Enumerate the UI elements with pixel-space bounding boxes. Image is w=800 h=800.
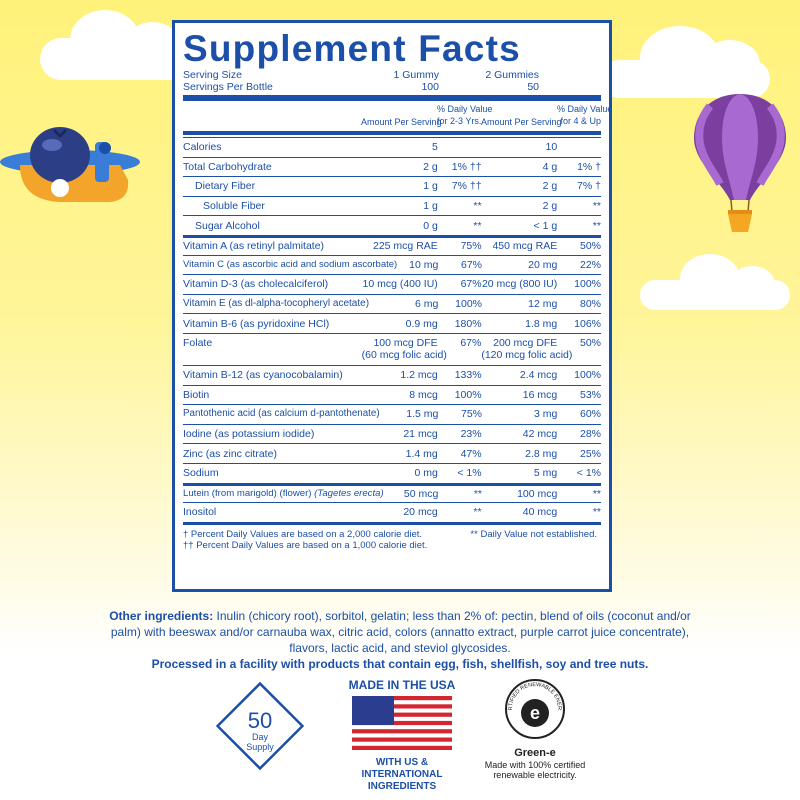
- table-row: Lutein (from marigold) (flower) (Tagetes erecta) 50 mcg ** 100 mcg **: [183, 483, 601, 503]
- svg-text:e: e: [529, 703, 541, 723]
- table-row: Folate 100 mcg DFE (60 mcg folic acid) 67% 200 mcg DFE (120 mcg folic acid) 50%: [183, 333, 601, 365]
- table-row: Soluble Fiber 1 g ** 2 g **: [183, 196, 601, 216]
- serving-size-1: 1 Gummy: [393, 69, 439, 81]
- servings-per-bottle-label: Servings Per Bottle: [183, 81, 273, 93]
- table-row: Zinc (as zinc citrate) 1.4 mg 47% 2.8 mg 25%: [183, 443, 601, 463]
- column-header-row: [183, 103, 613, 129]
- table-row: Pantothenic acid (as calcium d-pantothenate) 1.5 mg 75% 3 mg 60%: [183, 404, 601, 424]
- footnote-double-dagger: †† Percent Daily Values are based on a 1,000 calorie diet.: [183, 539, 428, 551]
- table-row: Dietary Fiber 1 g 7% †† 2 g 7% †: [183, 176, 601, 196]
- dv-header-2: % Daily Value for 4 & Up: [557, 104, 613, 126]
- day-supply-line2: Supply: [246, 742, 274, 752]
- serving-size-row: [183, 69, 601, 81]
- table-row: Vitamin B-6 (as pyridoxine HCl) 0.9 mg 180% 1.8 mg 106%: [183, 313, 601, 333]
- green-e-name: Green-e: [514, 747, 556, 759]
- supplement-facts-panel: [172, 20, 612, 592]
- panel-title: Supplement Facts: [183, 28, 521, 69]
- table-row: Sodium 0 mg < 1% 5 mg < 1%: [183, 463, 601, 483]
- servings-per-bottle-2: 50: [527, 81, 539, 93]
- amount-header-2: Amount Per Serving: [481, 117, 562, 127]
- table-row: Biotin 8 mcg 100% 16 mcg 53%: [183, 385, 601, 405]
- blueberry-airplane-icon: [0, 120, 140, 220]
- made-in-usa-label: MADE IN THE USA: [348, 678, 456, 692]
- table-row: Iodine (as potassium iodide) 21 mcg 23% 42 mcg 28%: [183, 424, 601, 444]
- table-row: Sugar Alcohol 0 g ** < 1 g **: [183, 215, 601, 235]
- table-row: Inositol 20 mcg ** 40 mcg **: [183, 502, 601, 522]
- other-ingredients-label: Other ingredients:: [109, 609, 214, 623]
- green-e-badge: [480, 678, 590, 788]
- table-row: Total Carbohydrate 2 g 1% †† 4 g 1% †: [183, 157, 601, 177]
- other-ingredients: [100, 608, 700, 672]
- servings-per-bottle-row: [183, 81, 601, 93]
- thick-divider: [183, 131, 601, 135]
- panel-footnotes: [183, 522, 601, 551]
- table-row: Calories 5 10: [183, 137, 601, 157]
- table-row: Vitamin A (as retinyl palmitate) 225 mcg RAE 75% 450 mcg RAE 50%: [183, 235, 601, 255]
- thick-divider: [183, 95, 601, 101]
- day-supply-line1: Day: [251, 732, 269, 742]
- table-row: Vitamin B-12 (as cyanocobalamin) 1.2 mcg 133% 2.4 mcg 100%: [183, 365, 601, 385]
- table-row: Vitamin C (as ascorbic acid and sodium ascorbate) 10 mg 67% 20 mg 22%: [183, 255, 601, 275]
- day-supply-number: 50: [247, 708, 273, 733]
- green-e-logo-icon: [504, 678, 566, 740]
- usa-ingredients-line2: INGREDIENTS: [367, 781, 437, 792]
- table-row: Vitamin E (as dl-alpha-tocopheryl acetate) 6 mg 100% 12 mg 80%: [183, 294, 601, 314]
- servings-per-bottle-1: 100: [421, 81, 439, 93]
- made-in-usa-badge: [340, 678, 464, 792]
- allergen-statement: Processed in a facility with products that contain egg, fish, shellfish, soy and tree nuts.: [151, 657, 649, 671]
- green-e-desc-line1: Made with 100% certified: [484, 760, 586, 770]
- hot-air-balloon-icon: [690, 92, 790, 242]
- cloud-decoration: [40, 38, 190, 80]
- day-supply-badge: [214, 680, 306, 772]
- dv-header-1: % Daily Value for 2-3 Yrs.: [437, 104, 493, 126]
- svg-text:CERTIFIED RENEWABLE ENERGY: RTIFIED RENEWABLE ENER: [507, 681, 563, 711]
- usa-ingredients-line1: WITH US & INTERNATIONAL: [361, 757, 443, 780]
- footnote-dagger: † Percent Daily Values are based on a 2,000 calorie diet.: [183, 528, 423, 540]
- green-e-desc-line2: renewable electricity.: [493, 770, 577, 780]
- serving-size-2: 2 Gummies: [485, 69, 539, 81]
- other-ingredients-text: Inulin (chicory root), sorbitol, gelatin; less than 2% of: pectin, blend of oils (coconut and/or palm) with beeswax and/or carnauba wax, citric acid, colors (annatto extract, purple carrot juice concentrate), flavors, lactic acid, and steviol glycosides.: [110, 609, 691, 655]
- cloud-decoration: [640, 280, 790, 310]
- serving-size-label: Serving Size: [183, 69, 242, 81]
- us-flag-icon: [352, 696, 452, 750]
- nutrient-table: [183, 137, 601, 522]
- amount-header-1: Amount Per Serving: [361, 117, 442, 127]
- table-row: Vitamin D-3 (as cholecalciferol) 10 mcg (400 IU) 67% 20 mcg (800 IU) 100%: [183, 274, 601, 294]
- footnote-not-established: ** Daily Value not established.: [470, 528, 597, 540]
